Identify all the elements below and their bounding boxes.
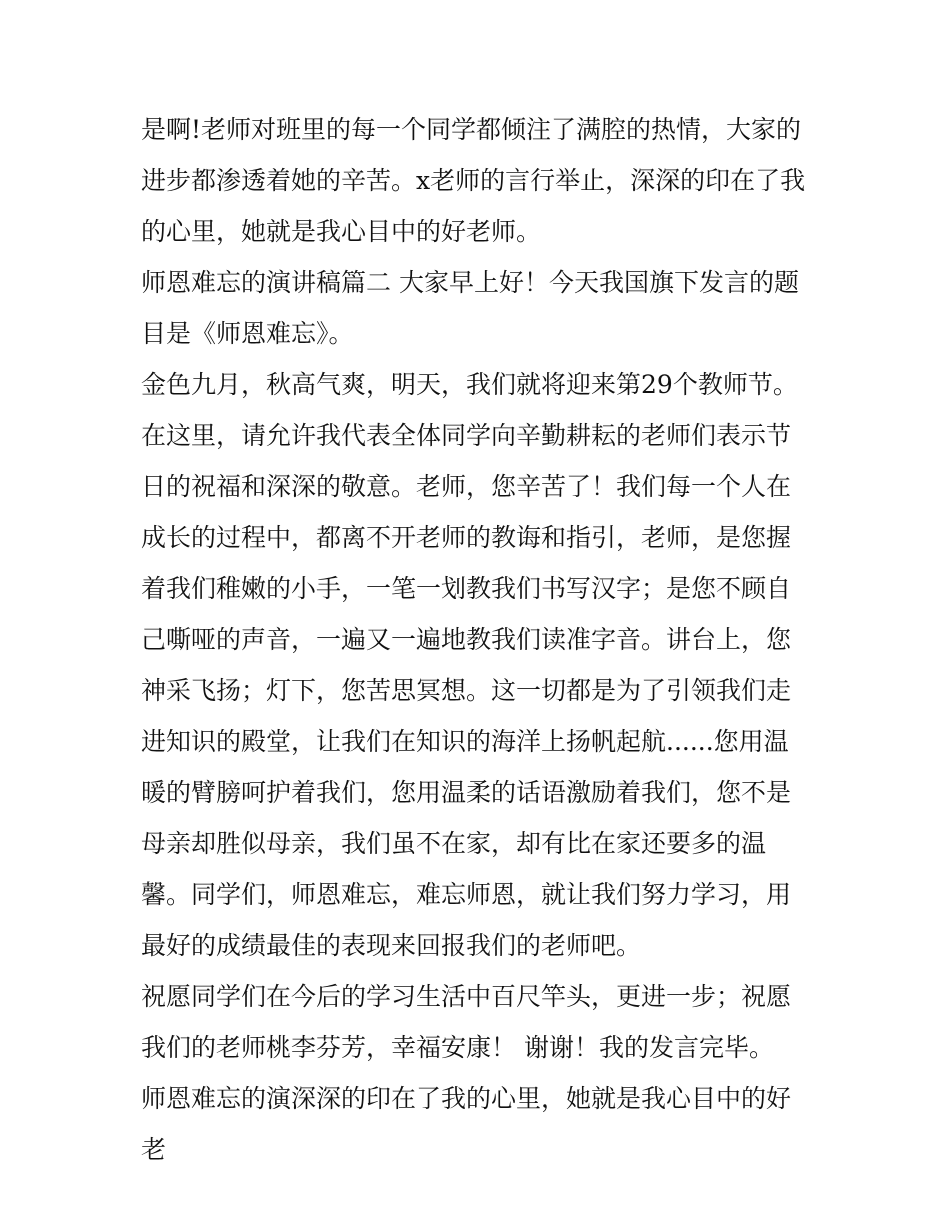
paragraph-3: 金色九月，秋高气爽，明天，我们就将迎来第29个教师节。在这里，请允许我代表全体同学向辛勤耕耘的老师们表示节日的祝福和深深的敬意。老师，您辛苦了！我们每一个人在成长的过程中，都离不开老师的教诲和指引，老师，是您握着我们稚嫩的小手，一笔一划教我们书写汉字；是您不顾自己嘶哑的声音，一遍又一遍地教我们读准字音。讲台上，您神采飞扬；灯下，您苦思冥想。这一切都是为了引领我们走进知识的殿堂，让我们在知识的海洋上扬帆起航......您用温暖的臂膀呵护着我们，您用温柔的话语激励着我们，您不是母亲却胜似母亲，我们虽不在家，却有比在家还要多的温馨。同学们，师恩难忘，难忘师恩，就让我们努力学习，用最好的成绩最佳的表现来回报我们的老师吧。 — [141, 370, 798, 960]
paragraph-4: 祝愿同学们在今后的学习生活中百尺竿头，更进一步；祝愿我们的老师桃李芬芳，幸福安康！ 谢谢！我的发言完毕。 — [141, 982, 792, 1062]
paragraph-5: 师恩难忘的演深深的印在了我的心里，她就是我心目中的好老 — [141, 1084, 792, 1164]
paragraph-2: 师恩难忘的演讲稿篇二 大家早上好！今天我国旗下发言的题目是《师恩难忘》。 — [141, 268, 799, 348]
document-body — [141, 104, 813, 1175]
paragraph-1: 是啊!老师对班里的每一个同学都倾注了满腔的热情，大家的进步都渗透着她的辛苦。x老师的言行举止，深深的印在了我的心里，她就是我心目中的好老师。 — [141, 115, 806, 246]
